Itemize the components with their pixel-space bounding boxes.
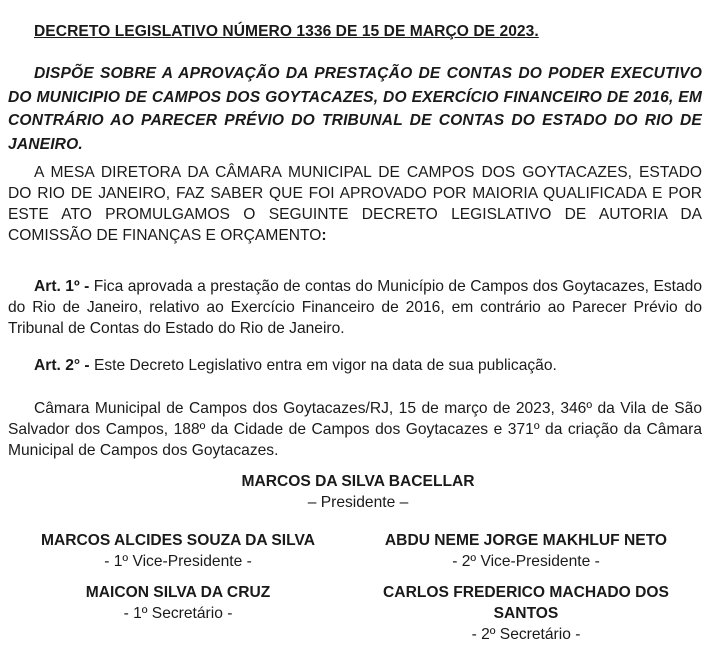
signature-president — [168, 471, 548, 513]
article-2-text: Este Decreto Legislativo entra em vigor na data de sua publicação. — [89, 357, 557, 374]
article-1 — [8, 276, 702, 339]
signatory-role: - 1º Secretário - — [123, 605, 233, 622]
signatory-role: - 1º Vice-Presidente - — [104, 553, 252, 570]
signatory-name: MAICON SILVA DA CRUZ — [85, 584, 271, 601]
signature-vice-president-2 — [356, 530, 696, 572]
decree-title: DECRETO LEGISLATIVO NÚMERO 1336 DE 15 DE MARÇO DE 2023. — [34, 23, 539, 40]
signatory-role: – Presidente – — [307, 494, 409, 511]
article-2-label: Art. 2° - — [34, 357, 90, 374]
preamble-text: A MESA DIRETORA DA CÂMARA MUNICIPAL DE CAMPOS DOS GOYTACAZES, ESTADO DO RIO DE JANEIRO, FAZ SABER QUE FOI APROVADO POR MAIORIA QUALIFICADA E POR ESTE ATO PROMULGAMOS O SEGUINTE DECRETO LEGISLATIVO DE AUTORIA DA COMISSÃO DE FINANÇAS E ORÇAMENTO — [8, 164, 702, 244]
article-1-text: Fica aprovada a prestação de contas do Município de Campos dos Goytacazes, Estado do Rio de Janeiro, relativo ao Exercício Financeiro de 2016, em contrário ao Parecer Prévio do Tribunal de Contas do Estado do Rio de Janeiro. — [8, 278, 702, 337]
signatory-name: ABDU NEME JORGE MAKHLUF NETO — [384, 532, 668, 549]
signatory-name: CARLOS FREDERICO MACHADO DOS SANTOS — [383, 584, 669, 622]
preamble-colon: : — [321, 227, 327, 244]
signature-vice-president-1 — [8, 530, 348, 572]
signature-secretary-2 — [356, 582, 696, 645]
decree-ementa: DISPÕE SOBRE A APROVAÇÃO DA PRESTAÇÃO DE CONTAS DO PODER EXECUTIVO DO MUNICIPIO DE CAMPOS DOS GOYTACAZES, DO EXERCÍCIO FINANCEIRO DE 2016, EM CONTRÁRIO AO PARECER PRÉVIO DO TRIBUNAL DE CONTAS DO ESTADO DO RIO DE JANEIRO. — [8, 65, 702, 153]
signatory-role: - 2º Secretário - — [471, 626, 581, 643]
article-1-label: Art. 1º - — [34, 278, 90, 295]
article-2 — [8, 355, 702, 376]
signature-secretary-1 — [8, 582, 348, 624]
signatory-name: MARCOS ALCIDES SOUZA DA SILVA — [40, 532, 316, 549]
dateline: Câmara Municipal de Campos dos Goytacazes/RJ, 15 de março de 2023, 346º da Vila de São Salvador dos Campos, 188º da Cidade de Campos dos Goytacazes e 371º da criação da Câmara Municipal de Campos dos Goytacazes. — [8, 400, 702, 459]
decree-preamble — [8, 162, 702, 246]
signatory-role: - 2º Vice-Presidente - — [452, 553, 600, 570]
signatory-name: MARCOS DA SILVA BACELLAR — [241, 473, 475, 490]
